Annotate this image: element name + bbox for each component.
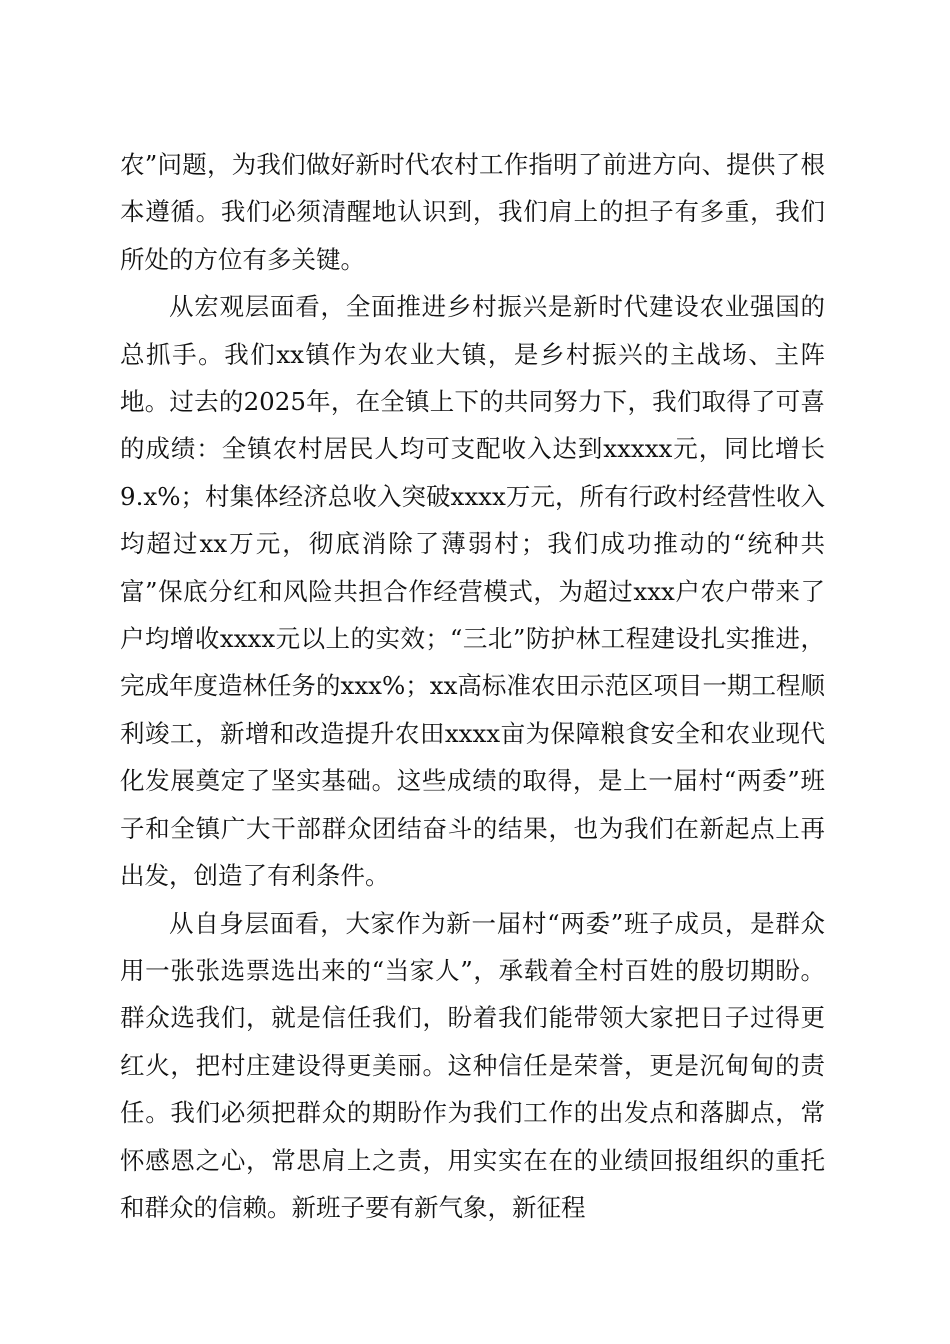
paragraph-continuation: 农”问题，为我们做好新时代农村工作指明了前进方向、提供了根本遵循。我们必须清醒地认识到，我们肩上的担子有多重，我们所处的方位有多关键。 — [120, 150, 825, 274]
paragraph-macro-level: 从宏观层面看，全面推进乡村振兴是新时代建设农业强国的总抓手。我们xx镇作为农业大镇，是乡村振兴的主战场、主阵地。过去的2025年，在全镇上下的共同努力下，我们取得了可喜的成绩：全镇农村居民人均可支配收入达到xxxxx元，同比增长9.x%；村集体经济总收入突破xxxx万元，所有行政村经营性收入均超过xx万元，彻底消除了薄弱村；我们成功推动的“统种共富”保底分红和风险共担合作经营模式，为超过xxx户农户带来了户均增收xxxx元以上的实效；“三北”防护林工程建设扎实推进，完成年度造林任务的xxx%；xx高标准农田示范区项目一期工程顺利竣工，新增和改造提升农田xxxx亩为保障粮食安全和农业现代化发展奠定了坚实基础。这些成绩的取得，是上一届村“两委”班子和全镇广大干部群众团结奋斗的结果，也为我们在新起点上再出发，创造了有利条件。 — [120, 292, 825, 891]
document-body — [120, 141, 825, 1231]
paragraph-self-level: 从自身层面看，大家作为新一届村“两委”班子成员，是群众用一张张选票选出来的“当家人”，承载着全村百姓的殷切期盼。群众选我们，就是信任我们，盼着我们能带领大家把日子过得更红火，把村庄建设得更美丽。这种信任是荣誉，更是沉甸甸的责任。我们必须把群众的期盼作为我们工作的出发点和落脚点，常怀感恩之心，常思肩上之责，用实实在在的业绩回报组织的重托和群众的信赖。新班子要有新气象，新征程 — [120, 908, 825, 1222]
